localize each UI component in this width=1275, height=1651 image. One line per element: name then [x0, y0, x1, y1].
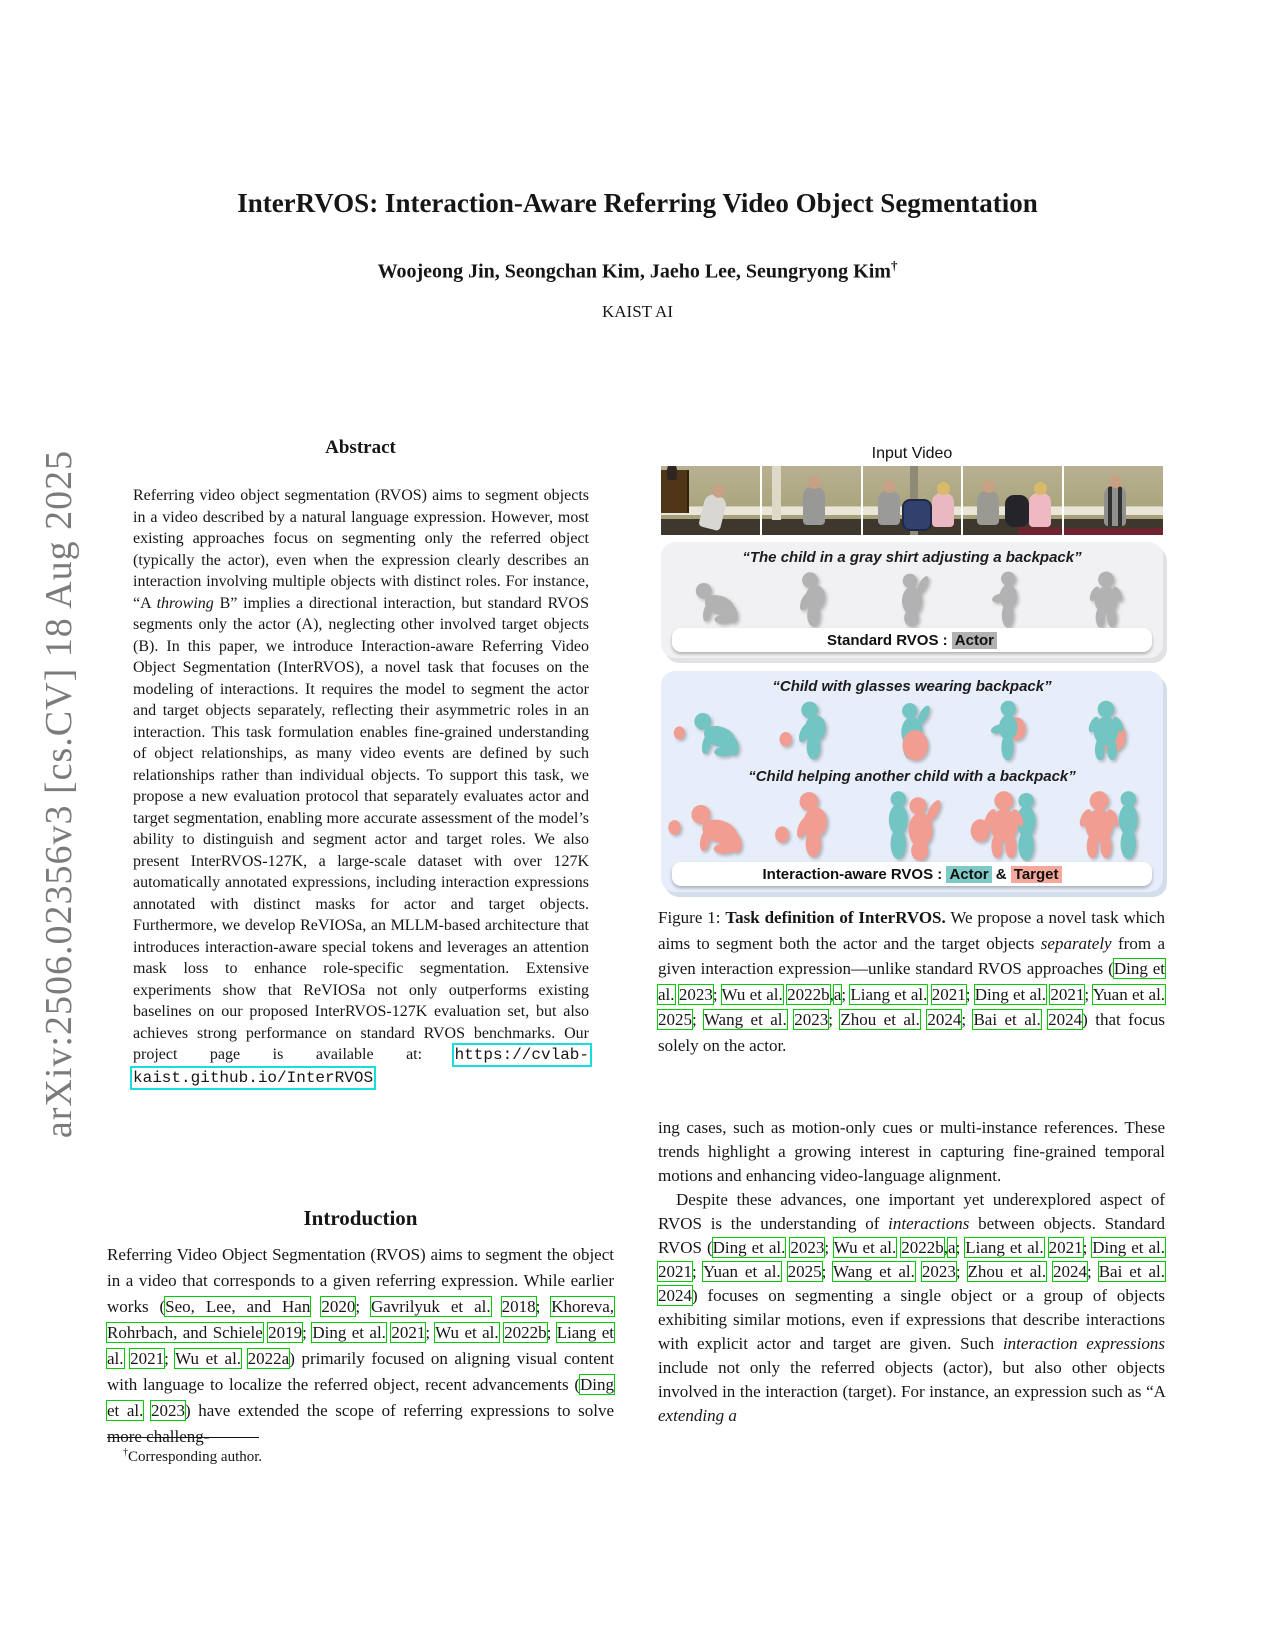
citation-link[interactable]: 2024	[1048, 1010, 1083, 1029]
figure-caption: Figure 1: Task definition of InterRVOS. We propose a novel task which aims to segment both the actor and the target objects separately from a given interaction expression—unlike standard RVOS approaches (Ding et al. 2023; Wu et al. 2022b,a; Liang et al. 2021; Ding et al. 2021; Yuan et al. 2025; Wang et al. 2023; Zhou et al. 2024; Bai et al. 2024) that focus solely on the actor.	[658, 908, 1166, 1055]
actor-target-silhouette-icon	[966, 697, 1052, 761]
actor-silhouette-icon	[869, 568, 955, 628]
actor-target-mask-row	[661, 787, 1163, 859]
actor-silhouette-icon	[675, 568, 761, 628]
author-names: Woojeong Jin, Seongchan Kim, Jaeho Lee, Seungryong Kim	[377, 260, 891, 283]
standard-expression-quote: “The child in a gray shirt adjusting a backpack”	[742, 549, 1082, 566]
footnote	[107, 1447, 614, 1466]
citation-link[interactable]: Wang et al.	[833, 1262, 915, 1281]
arxiv-watermark: arXiv:2506.02356v3 [cs.CV] 18 Aug 2025	[38, 449, 80, 1139]
actor-silhouette-icon	[966, 568, 1052, 628]
actor-mask-row-teal	[661, 697, 1163, 761]
video-frame	[762, 466, 861, 535]
citation-link[interactable]: 2022b	[787, 984, 830, 1004]
citation-link[interactable]: 2023	[794, 1010, 829, 1029]
interaction-rvos-panel	[661, 671, 1163, 892]
citation-link[interactable]: 2025	[787, 1262, 822, 1281]
actor-target-silhouette-icon	[869, 697, 955, 761]
video-frame-strip	[661, 466, 1163, 535]
introduction-heading: Introduction	[303, 1206, 418, 1230]
citation-link[interactable]: 2022a	[247, 1349, 290, 1368]
actor-silhouette-icon	[772, 568, 858, 628]
citation-link[interactable]: 2021	[1050, 984, 1085, 1004]
citation-link[interactable]: Bai et al.	[1098, 1262, 1166, 1281]
target-label-salmon: Target	[1011, 866, 1062, 883]
actor-target-silhouette-icon	[675, 697, 761, 761]
interaction-expression-quote: “Child helping another child with a backpack”	[748, 768, 1076, 785]
citation-link[interactable]: a	[833, 984, 842, 1004]
citation-link[interactable]: 2022b	[901, 1238, 944, 1257]
citation-link[interactable]: 2021	[931, 984, 966, 1004]
banner-prefix: Standard RVOS :	[827, 631, 952, 649]
citation-link[interactable]: Wu et al.	[833, 1238, 897, 1257]
citation-link[interactable]: Ding et al.	[1092, 1238, 1165, 1257]
actor-mask-row-gray	[661, 568, 1163, 628]
citation-link[interactable]: Wang et al.	[703, 1010, 787, 1029]
standard-rvos-banner	[672, 628, 1152, 652]
citation-link[interactable]: 2024	[658, 1286, 692, 1305]
abstract-text: Referring video object segmentation (RVOS) aims to segment objects in a video described by a natural language expression. However, most existing approaches focus on segmenting only the referred object (typically the actor), even when the expression clearly describes an interaction involving multiple objects with distinct roles. For instance, “A throwing B” implies a directional interaction, but standard RVOS segments only the actor (A), neglecting other involved target objects (B). In this paper, we introduce Interaction-aware Referring Video Object Segmentation (InterRVOS), a novel task that focuses on the modeling of interactions. It requires the model to segment the actor and target objects separately, reflecting their asymmetric roles in an interaction. This task formulation enables fine-grained understanding of object relationships, as many video events are defined by such relationships rather than individual objects. To support this task, we propose a new evaluation protocol that separately evaluates actor and target segmentation, enabling more accurate assessment of the model’s ability to distinguish and segment actor and target roles. We also present InterRVOS-127K, a large-scale dataset with over 127K automatically annotated expressions, including interaction expressions annotated with distinct masks for actor and target objects. Furthermore, we develop ReVIOSa, an MLLM-based architecture that introduces interaction-aware special tokens and leverages an attention mask loss to enhance role-specific segmentation. Extensive experiments show that ReVIOSa not only outperforms existing baselines on our proposed InterRVOS-127K evaluation set, but also achieves strong performance on standard RVOS benchmarks. Our project page is available at: https://cvlab-kaist.github.io/InterRVOS.	[133, 487, 590, 1087]
citation-link[interactable]: Ding et al.	[107, 1375, 614, 1420]
footnote-text: Corresponding author.	[128, 1449, 263, 1465]
citation-link[interactable]: 2021	[1048, 1238, 1083, 1257]
actor-target-silhouette-icon	[772, 787, 858, 859]
emphasis-text: interactions	[888, 1214, 970, 1233]
video-frame	[1064, 466, 1163, 535]
footnote-dagger: †	[123, 1447, 128, 1458]
abstract-heading: Abstract	[325, 437, 396, 458]
paper-title: InterRVOS: Interaction-Aware Referring Video Object Segmentation	[237, 188, 1038, 218]
video-frame	[863, 466, 962, 535]
actor-label-gray: Actor	[952, 632, 997, 649]
actor-target-silhouette-icon	[1063, 697, 1149, 761]
affiliation: KAIST AI	[602, 302, 673, 321]
citation-link[interactable]: Liang et al.	[107, 1323, 615, 1368]
emphasis-text: extending a	[658, 1406, 737, 1425]
citation-link[interactable]: Seo, Lee, and Han	[165, 1297, 311, 1316]
citation-link[interactable]: 2023	[151, 1401, 185, 1420]
citation-link[interactable]: 2024	[1053, 1262, 1088, 1281]
actor-label-teal: Actor	[946, 866, 991, 883]
actor-target-silhouette-icon	[772, 697, 858, 761]
project-page-link[interactable]: https://cvlab-kaist.github.io/InterRVOS	[133, 1046, 589, 1087]
citation-link[interactable]: Ding et al.	[974, 984, 1047, 1004]
emphasis-text: interaction expressions	[1002, 1334, 1166, 1353]
actor-target-silhouette-icon	[869, 787, 955, 859]
video-frame	[661, 466, 760, 535]
citation-link[interactable]: 2021	[658, 1262, 692, 1281]
banner-prefix: Interaction-aware RVOS :	[762, 865, 947, 883]
actor-expression-quote: “Child with glasses wearing backpack”	[772, 678, 1052, 695]
citation-link[interactable]: Liang et al.	[850, 984, 928, 1004]
citation-link[interactable]: 2022b	[504, 1323, 547, 1342]
author-list	[0, 258, 1275, 284]
citation-link[interactable]: 2019	[268, 1323, 303, 1342]
citation-link[interactable]: 2020	[321, 1297, 356, 1316]
actor-target-silhouette-icon	[1063, 787, 1149, 859]
citation-link[interactable]: 2021	[130, 1349, 165, 1368]
citation-link[interactable]: Wu et al.	[435, 1323, 499, 1342]
citation-link[interactable]: 2021	[391, 1323, 426, 1342]
abstract-section	[107, 437, 614, 1089]
citation-link[interactable]: 2024	[927, 1010, 962, 1029]
paragraph: Despite these advances, one important yet underexplored aspect of RVOS is the understanding of interactions between objects. Standard RVOS (Ding et al. 2023; Wu et al. 2022b,a; Liang et al. 2021; Ding et al. 2021; Yuan et al. 2025; Wang et al. 2023; Zhou et al. 2024; Bai et al. 2024) focuses on segmenting a single object or a group of objects exhibiting similar motions, even if expressions that describe interactions with explicit actor and target are given. Such interaction expressions include not only the referred objects (actor), but also other objects involved in the interaction (target). For instance, an expression such as “A extending a	[658, 1190, 1166, 1425]
citation-link[interactable]: Ding et al.	[658, 959, 1165, 1004]
citation-link[interactable]: Gavrilyuk et al.	[370, 1297, 491, 1316]
emphasis-text: throwing	[156, 594, 214, 612]
figure-1	[661, 445, 1163, 892]
citation-link[interactable]: Bai et al.	[973, 1010, 1041, 1029]
right-column-text	[658, 1116, 1165, 1428]
citation-link[interactable]: Yuan et al.	[1092, 984, 1166, 1004]
citation-link[interactable]: Wu et al.	[721, 984, 783, 1004]
citation-link[interactable]: 2023	[678, 984, 713, 1004]
banner-ampersand: &	[991, 865, 1011, 883]
citation-link[interactable]: 2018	[501, 1297, 536, 1316]
citation-link[interactable]: 2023	[790, 1238, 825, 1257]
actor-target-silhouette-icon	[675, 787, 761, 859]
citation-link[interactable]: Liang et al.	[965, 1238, 1044, 1257]
citation-link[interactable]: 2025	[658, 1010, 692, 1029]
citation-link[interactable]: 2023	[921, 1262, 956, 1281]
emphasis-text: Task definition of InterRVOS.	[725, 908, 946, 927]
citation-link[interactable]: Khoreva, Rohrbach, and Schiele	[107, 1297, 615, 1342]
footnote-rule	[107, 1437, 259, 1438]
citation-link[interactable]: Yuan et al.	[703, 1262, 781, 1281]
interaction-rvos-banner	[672, 862, 1152, 886]
video-frame	[963, 466, 1062, 535]
paragraph: ing cases, such as motion-only cues or multi-instance references. These trends highlight a growing interest in capturing fine-grained temporal motions and enhancing video-language alignment.	[658, 1118, 1165, 1185]
citation-link[interactable]: Ding et al.	[312, 1323, 386, 1342]
actor-silhouette-icon	[1063, 568, 1149, 628]
citation-link[interactable]: a	[948, 1238, 956, 1257]
citation-link[interactable]: Wu et al.	[175, 1349, 242, 1368]
standard-rvos-panel	[661, 542, 1163, 658]
citation-link[interactable]: Zhou et al.	[840, 1010, 920, 1029]
citation-link[interactable]: Zhou et al.	[967, 1262, 1047, 1281]
input-video-label: Input Video	[871, 445, 953, 462]
introduction-text: Referring Video Object Segmentation (RVOS) aims to segment the object in a video that corresponds to a given referring expression. While earlier works (Seo, Lee, and Han 2020; Gavrilyuk et al. 2018; Khoreva, Rohrbach, and Schiele 2019; Ding et al. 2021; Wu et al. 2022b; Liang et al. 2021; Wu et al. 2022a) primarily focused on aligning visual content with language to localize the referred object, recent advancements (Ding et al. 2023) have extended the scope of referring expressions to solve more challeng-	[107, 1245, 615, 1446]
emphasis-text: separately	[1040, 933, 1112, 953]
actor-target-silhouette-icon	[966, 787, 1052, 859]
citation-link[interactable]: Ding et al.	[712, 1238, 786, 1257]
corresponding-author-dagger: †	[890, 258, 898, 273]
